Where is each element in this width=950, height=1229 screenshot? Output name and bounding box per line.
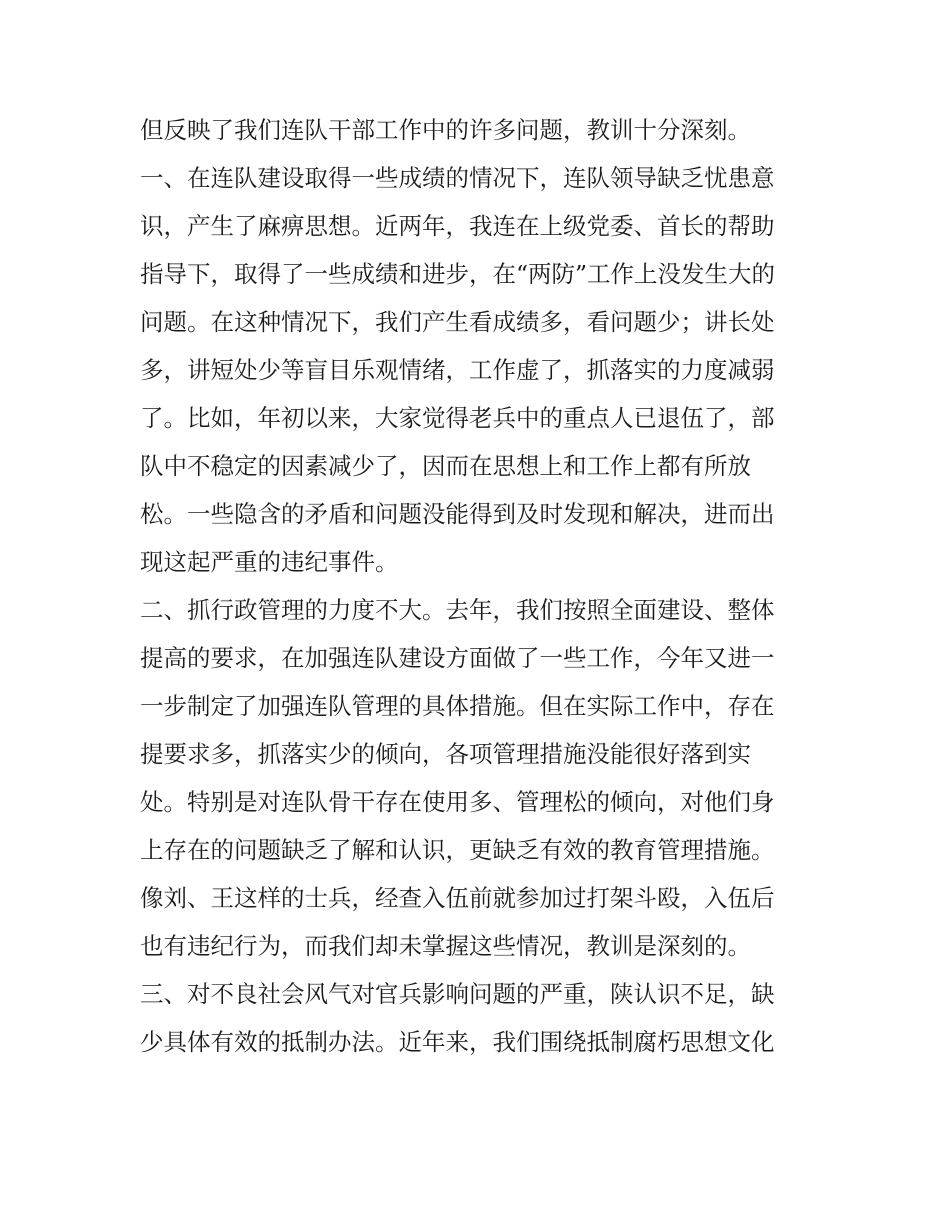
text-line: 问题。在这种情况下，我们产生看成绩多，看问题少；讲长处 bbox=[140, 308, 775, 336]
text-line: 一、在连队建设取得一些成绩的情况下，连队领导缺乏忧患意 bbox=[140, 164, 775, 192]
text-line: 一步制定了加强连队管理的具体措施。但在实际工作中，存在 bbox=[140, 692, 775, 720]
text-line: 提要求多，抓落实少的倾向，各项管理措施没能很好落到实 bbox=[140, 740, 751, 768]
text-line: 了。比如，年初以来，大家觉得老兵中的重点人已退伍了，部 bbox=[140, 404, 775, 432]
text-line: 三、对不良社会风气对官兵影响问题的严重，陕认识不足，缺 bbox=[140, 980, 775, 1008]
body-text bbox=[140, 106, 830, 1066]
text-line: 松。一些隐含的矛盾和问题没能得到及时发现和解决，进而出 bbox=[140, 500, 775, 528]
text-line: 也有违纪行为，而我们却未掌握这些情况，教训是深刻的。 bbox=[140, 932, 751, 960]
text-line: 但反映了我们连队干部工作中的许多问题，教训十分深刻。 bbox=[140, 116, 751, 144]
text-line: 识，产生了麻痹思想。近两年，我连在上级党委、首长的帮助 bbox=[140, 212, 775, 240]
text-line: 提高的要求，在加强连队建设方面做了一些工作，今年又进一 bbox=[140, 644, 775, 672]
text-line: 二、抓行政管理的力度不大。去年，我们按照全面建设、整体 bbox=[140, 596, 775, 624]
text-line: 队中不稳定的因素减少了，因而在思想上和工作上都有所放 bbox=[140, 452, 751, 480]
text-line: 像刘、王这样的士兵，经查入伍前就参加过打架斗殴，入伍后 bbox=[140, 884, 775, 912]
text-line: 处。特别是对连队骨干存在使用多、管理松的倾向，对他们身 bbox=[140, 788, 775, 816]
text-line: 现这起严重的违纪事件。 bbox=[140, 548, 399, 576]
text-line: 指导下，取得了一些成绩和进步，在“两防”工作上没发生大的 bbox=[140, 260, 776, 288]
text-line: 上存在的问题缺乏了解和认识，更缺乏有效的教育管理措施。 bbox=[140, 836, 775, 864]
text-line: 少具体有效的抵制办法。近年来，我们围绕抵制腐朽思想文化 bbox=[140, 1028, 775, 1056]
text-line: 多，讲短处少等盲目乐观情绪，工作虚了，抓落实的力度减弱 bbox=[140, 356, 775, 384]
